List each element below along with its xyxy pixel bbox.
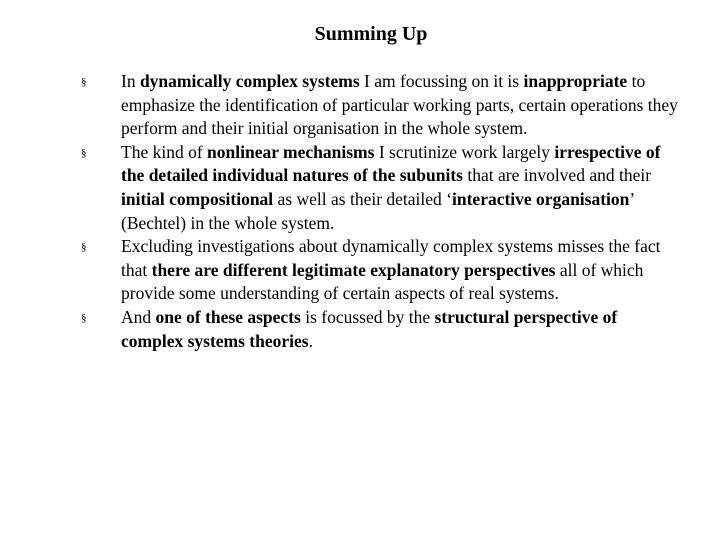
bullet-text (121, 71, 678, 138)
bullet-emphasis: dynamically complex systems (139, 71, 360, 91)
bullet-item (0, 235, 681, 306)
bullet-emphasis: there are different legitimate explanatory perspectives (151, 259, 556, 280)
bullet-marker-icon: § (81, 146, 87, 159)
bullet-segment: is focussed by the (300, 306, 435, 327)
bullet-marker-icon: § (81, 76, 87, 88)
bullet-segment: The kind of (121, 141, 208, 162)
bullet-marker-icon: § (81, 241, 87, 254)
bullet-segment: And (121, 306, 156, 327)
slide-title: Summing Up (314, 23, 428, 45)
bullet-segment: In (121, 71, 140, 91)
bullet-marker-icon: § (81, 311, 87, 324)
bullet-text (121, 307, 617, 351)
bullet-segment: as well as their detailed ‘ (273, 188, 452, 209)
bullet-emphasis: structural perspective of complex systems theories (121, 306, 618, 351)
bullet-emphasis: interactive organisation (452, 188, 630, 209)
bullet-list (0, 70, 720, 353)
bullet-text (121, 236, 660, 303)
bullet-item (0, 70, 681, 141)
bullet-segment: I scrutinize work largely (374, 141, 555, 162)
bullet-emphasis: inappropriate (523, 71, 628, 91)
bullet-text (121, 142, 661, 233)
bullet-segment: that are involved and their (462, 165, 652, 186)
bullet-segment: to emphasize the identification of particular working parts, certain operations they perform and their initial organisation in the whole system. (121, 71, 678, 139)
bullet-segment: Excluding investigations about dynamically complex systems misses the fact that (121, 236, 661, 280)
bullet-item (0, 141, 681, 235)
bullet-segment: all of which provide some understanding of certain aspects of real systems. (121, 259, 644, 304)
bullet-segment: . (308, 330, 313, 351)
bullet-emphasis: nonlinear mechanisms (207, 141, 375, 162)
bullet-segment: I am focussing on it is (359, 71, 524, 91)
bullet-emphasis: one of these aspects (155, 306, 301, 327)
bullet-segment: ’ (Bechtel) in the whole system. (121, 188, 634, 233)
bullet-emphasis: initial compositional (121, 188, 274, 209)
bullet-emphasis: irrespective of the detailed individual natures of the subunits (121, 141, 661, 186)
bullet-item (0, 306, 681, 353)
